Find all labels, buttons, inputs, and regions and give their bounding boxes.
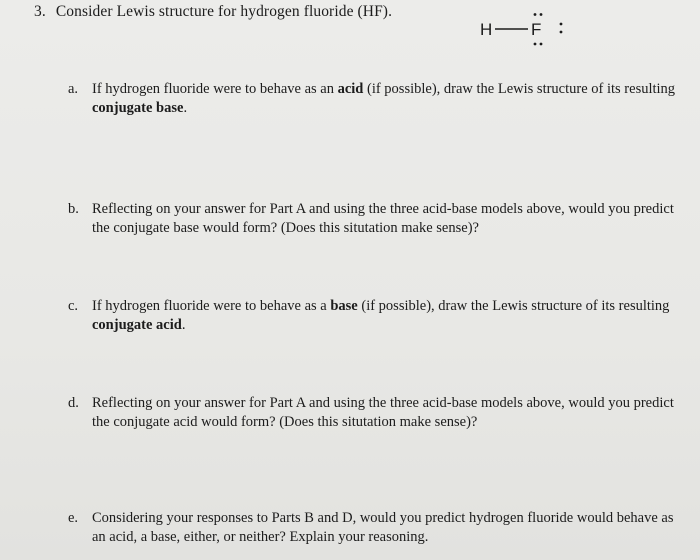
part-a-letter: a. [68, 81, 79, 97]
lewis-structure-hf [478, 10, 573, 50]
part-b-text: Reflecting on your answer for Part A and using the three acid-base models above, would you predict the conjugate base would form? (Does this situtation make sense)? [92, 201, 674, 236]
part-b [68, 200, 678, 238]
part-c-text-2: (if possible), draw the Lewis structure of its resulting [357, 298, 670, 314]
part-c-text [92, 297, 678, 335]
part-d [68, 394, 678, 432]
lone-pair-right [560, 23, 563, 34]
hydrogen-atom-label: H [480, 20, 493, 39]
part-a-text-2: (if possible), draw the Lewis structure of its resulting [363, 81, 676, 97]
part-c-letter: c. [68, 298, 79, 314]
part-a-bold-conjugate-base: conjugate base [92, 100, 184, 116]
part-a-text-1: If hydrogen fluoride were to behave as an [92, 81, 338, 97]
part-d-letter: d. [68, 395, 79, 411]
part-a [68, 80, 678, 118]
question-number: 3. [34, 3, 46, 20]
part-e-letter: e. [68, 510, 79, 526]
part-c-bold-base: base [330, 298, 358, 314]
part-b-letter: b. [68, 201, 79, 217]
question-title [34, 3, 392, 21]
part-c-text-1: If hydrogen fluoride were to behave as a [92, 298, 331, 314]
part-a-text [92, 80, 678, 118]
fluorine-atom-label: F [531, 20, 542, 39]
part-d-text: Reflecting on your answer for Part A and using the three acid-base models above, would you predict the conjugate acid would form? (Does this situtation make sense)? [92, 395, 674, 430]
part-c [68, 297, 678, 335]
part-e [68, 509, 678, 547]
part-e-text: Considering your responses to Parts B and D, would you predict hydrogen fluoride would behave as an acid, a base, either, or neither? Explain your reasoning. [92, 510, 674, 545]
part-c-bold-conjugate-acid: conjugate acid [92, 317, 182, 333]
question-text: Consider Lewis structure for hydrogen fluoride (HF). [55, 3, 393, 20]
part-a-text-3: . [183, 100, 188, 116]
part-a-bold-acid: acid [337, 81, 364, 97]
part-c-text-3: . [181, 317, 186, 333]
lone-pair-top [534, 13, 543, 16]
lone-pair-bottom [534, 43, 543, 46]
